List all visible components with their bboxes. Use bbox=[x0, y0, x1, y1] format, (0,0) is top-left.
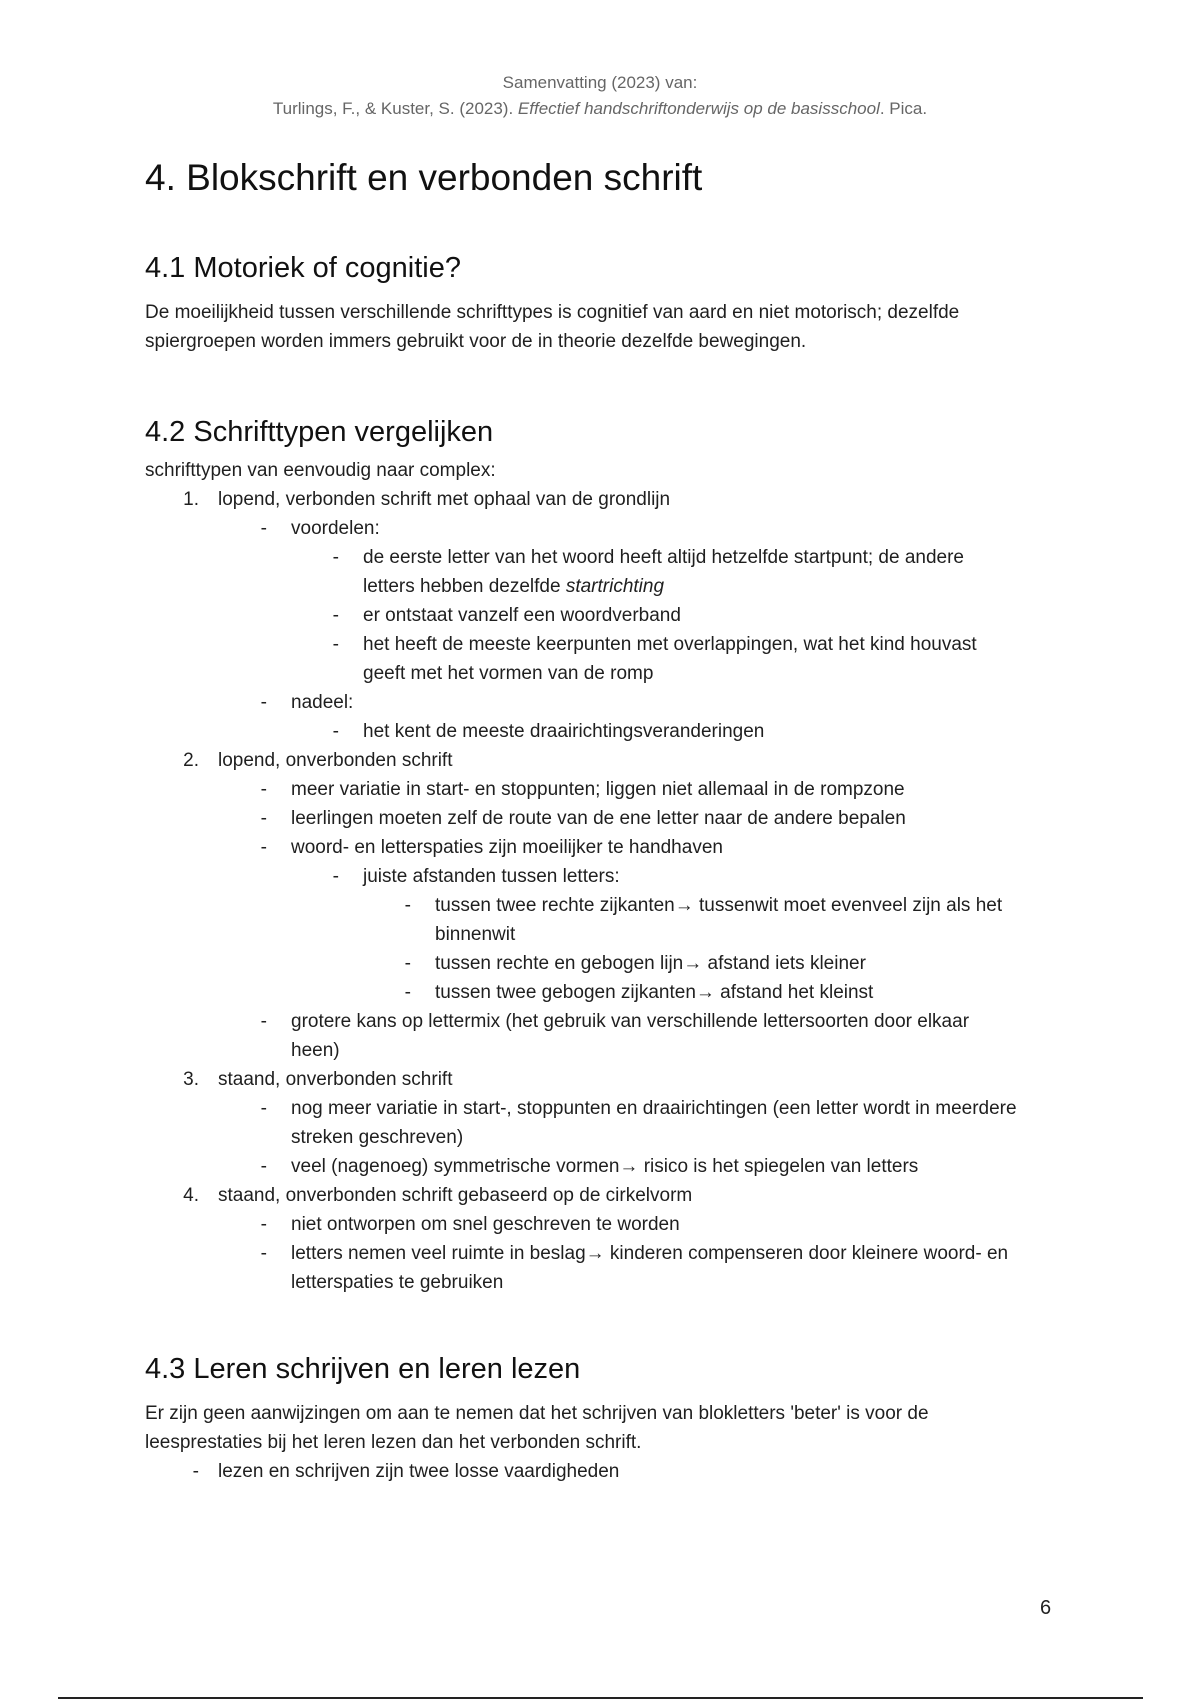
sub-sub-sub-item bbox=[145, 949, 1055, 978]
list-number: 1. bbox=[183, 489, 199, 510]
bullet-dash: - bbox=[260, 1214, 267, 1235]
list-item-1 bbox=[145, 485, 1055, 514]
section-4-1-title: 4.1 Motoriek of cognitie? bbox=[145, 252, 461, 284]
chapter-title: 4. Blokschrift en verbonden schrift bbox=[145, 157, 703, 198]
voordeel-text: er ontstaat vanzelf een woordverband bbox=[363, 605, 681, 626]
list-item bbox=[145, 1457, 1055, 1486]
bullet-dash: - bbox=[260, 1011, 267, 1032]
list-item-2 bbox=[145, 746, 1055, 775]
sub-item bbox=[145, 688, 1055, 717]
list-number: 2. bbox=[183, 750, 199, 771]
voordeel-emphasis: startrichting bbox=[565, 576, 665, 597]
voordelen-label: voordelen: bbox=[291, 518, 380, 539]
header-citation-title: Effectief handschriftonderwijs op de basisschool bbox=[517, 99, 880, 118]
sub-item bbox=[145, 1210, 1055, 1239]
sub-sub-sub-item bbox=[145, 891, 1025, 949]
nadeel-label: nadeel: bbox=[291, 692, 354, 713]
voordeel-text: het heeft de meeste keerpunten met overlappingen, wat het kind houvast geeft met het vormen van de romp bbox=[363, 634, 977, 684]
sub-sub-item bbox=[145, 717, 1055, 746]
bullet-dash: - bbox=[332, 866, 339, 887]
bullet-dash: - bbox=[260, 779, 267, 800]
sub-item bbox=[145, 775, 1055, 804]
sub-sub-item bbox=[145, 601, 1055, 630]
list-item-label: staand, onverbonden schrift bbox=[218, 1069, 453, 1090]
section-4-3-title: 4.3 Leren schrijven en leren lezen bbox=[145, 1353, 581, 1385]
point-text: letters nemen veel ruimte in beslag→ kinderen compenseren door kleinere woord- en letterspaties te gebruiken bbox=[291, 1243, 1009, 1293]
point-text: woord- en letterspaties zijn moeilijker te handhaven bbox=[291, 837, 723, 858]
list-item-4 bbox=[145, 1181, 1055, 1210]
page-number: 6 bbox=[1040, 1597, 1052, 1619]
sub-item bbox=[145, 1239, 1021, 1297]
schrifttypen-list bbox=[145, 485, 1055, 1297]
document-body bbox=[145, 150, 1055, 1486]
list-item-label: staand, onverbonden schrift gebaseerd op de cirkelvorm bbox=[218, 1185, 693, 1206]
point-text: nog meer variatie in start-, stoppunten en draairichtingen (een letter wordt in meerdere streken geschreven) bbox=[291, 1098, 1017, 1148]
list-number: 3. bbox=[183, 1069, 199, 1090]
sub-item bbox=[145, 804, 1055, 833]
list-item-3 bbox=[145, 1065, 1055, 1094]
afstand-text: tussen rechte en gebogen lijn→ afstand iets kleiner bbox=[435, 953, 866, 974]
sub-item bbox=[145, 1094, 1041, 1152]
bullet-dash: - bbox=[332, 547, 339, 568]
sub-item bbox=[145, 1152, 1055, 1181]
section-4-3-paragraph: Er zijn geen aanwijzingen om aan te nemen dat het schrijven van blokletters 'beter' is voor de leesprestaties bij het leren lezen dan het verbonden schrift. bbox=[145, 1403, 929, 1453]
sub-item bbox=[145, 1007, 1021, 1065]
header-citation-authors: Turlings, F., & Kuster, S. (2023). bbox=[272, 99, 518, 118]
point-text: veel (nagenoeg) symmetrische vormen→ risico is het spiegelen van letters bbox=[291, 1156, 919, 1177]
bullet-dash: - bbox=[260, 1243, 267, 1264]
bullet-dash: - bbox=[332, 721, 339, 742]
afstand-text: tussen twee rechte zijkanten→ tussenwit moet evenveel zijn als het binnenwit bbox=[435, 895, 1003, 945]
bullet-dash: - bbox=[260, 808, 267, 829]
sub-sub-item bbox=[145, 862, 1055, 891]
page-bottom-rule bbox=[58, 1697, 1143, 1699]
bullet-dash: - bbox=[332, 634, 339, 655]
section-4-3-list bbox=[145, 1457, 1055, 1486]
sub-item bbox=[145, 514, 1055, 543]
header-line-2 bbox=[0, 96, 1200, 122]
section-4-2-intro: schrifttypen van eenvoudig naar complex: bbox=[145, 460, 496, 481]
point-text: lezen en schrijven zijn twee losse vaardigheden bbox=[218, 1461, 620, 1482]
sub-sub-sub-item bbox=[145, 978, 1055, 1007]
bullet-dash: - bbox=[260, 692, 267, 713]
header-citation-publisher: . Pica. bbox=[879, 99, 928, 118]
bullet-dash: - bbox=[260, 1098, 267, 1119]
list-number: 4. bbox=[183, 1185, 199, 1206]
bullet-dash: - bbox=[260, 1156, 267, 1177]
list-item-label: lopend, onverbonden schrift bbox=[218, 750, 453, 771]
section-4-1-paragraph: De moeilijkheid tussen verschillende schrifttypes is cognitief van aard en niet motorisch; dezelfde spiergroepen worden immers gebruikt voor de in theorie dezelfde bewegingen. bbox=[145, 302, 960, 352]
voordeel-text: de eerste letter van het woord heeft altijd hetzelfde startpunt; de andere letters hebben dezelfde bbox=[363, 547, 964, 597]
sub-item bbox=[145, 833, 1055, 862]
bullet-dash: - bbox=[332, 605, 339, 626]
bullet-dash: - bbox=[260, 837, 267, 858]
point-text: meer variatie in start- en stoppunten; liggen niet allemaal in de rompzone bbox=[291, 779, 905, 800]
point-text: niet ontworpen om snel geschreven te worden bbox=[291, 1214, 680, 1235]
section-4-2-title: 4.2 Schrifttypen vergelijken bbox=[145, 416, 494, 448]
list-item-label: lopend, verbonden schrift met ophaal van de grondlijn bbox=[218, 489, 671, 510]
bullet-dash: - bbox=[192, 1461, 199, 1482]
bullet-dash: - bbox=[260, 518, 267, 539]
sub-sub-item bbox=[145, 543, 1003, 601]
point-text: leerlingen moeten zelf de route van de ene letter naar de andere bepalen bbox=[291, 808, 906, 829]
afstanden-label: juiste afstanden tussen letters: bbox=[363, 866, 620, 887]
point-text: grotere kans op lettermix (het gebruik van verschillende lettersoorten door elkaar heen) bbox=[291, 1011, 970, 1061]
bullet-dash: - bbox=[404, 982, 411, 1003]
afstand-text: tussen twee gebogen zijkanten→ afstand het kleinst bbox=[435, 982, 874, 1003]
sub-sub-item bbox=[145, 630, 1013, 688]
running-header bbox=[0, 70, 1200, 122]
bullet-dash: - bbox=[404, 895, 411, 916]
nadeel-text: het kent de meeste draairichtingsveranderingen bbox=[363, 721, 765, 742]
header-line-1: Samenvatting (2023) van: bbox=[502, 73, 698, 92]
bullet-dash: - bbox=[404, 953, 411, 974]
